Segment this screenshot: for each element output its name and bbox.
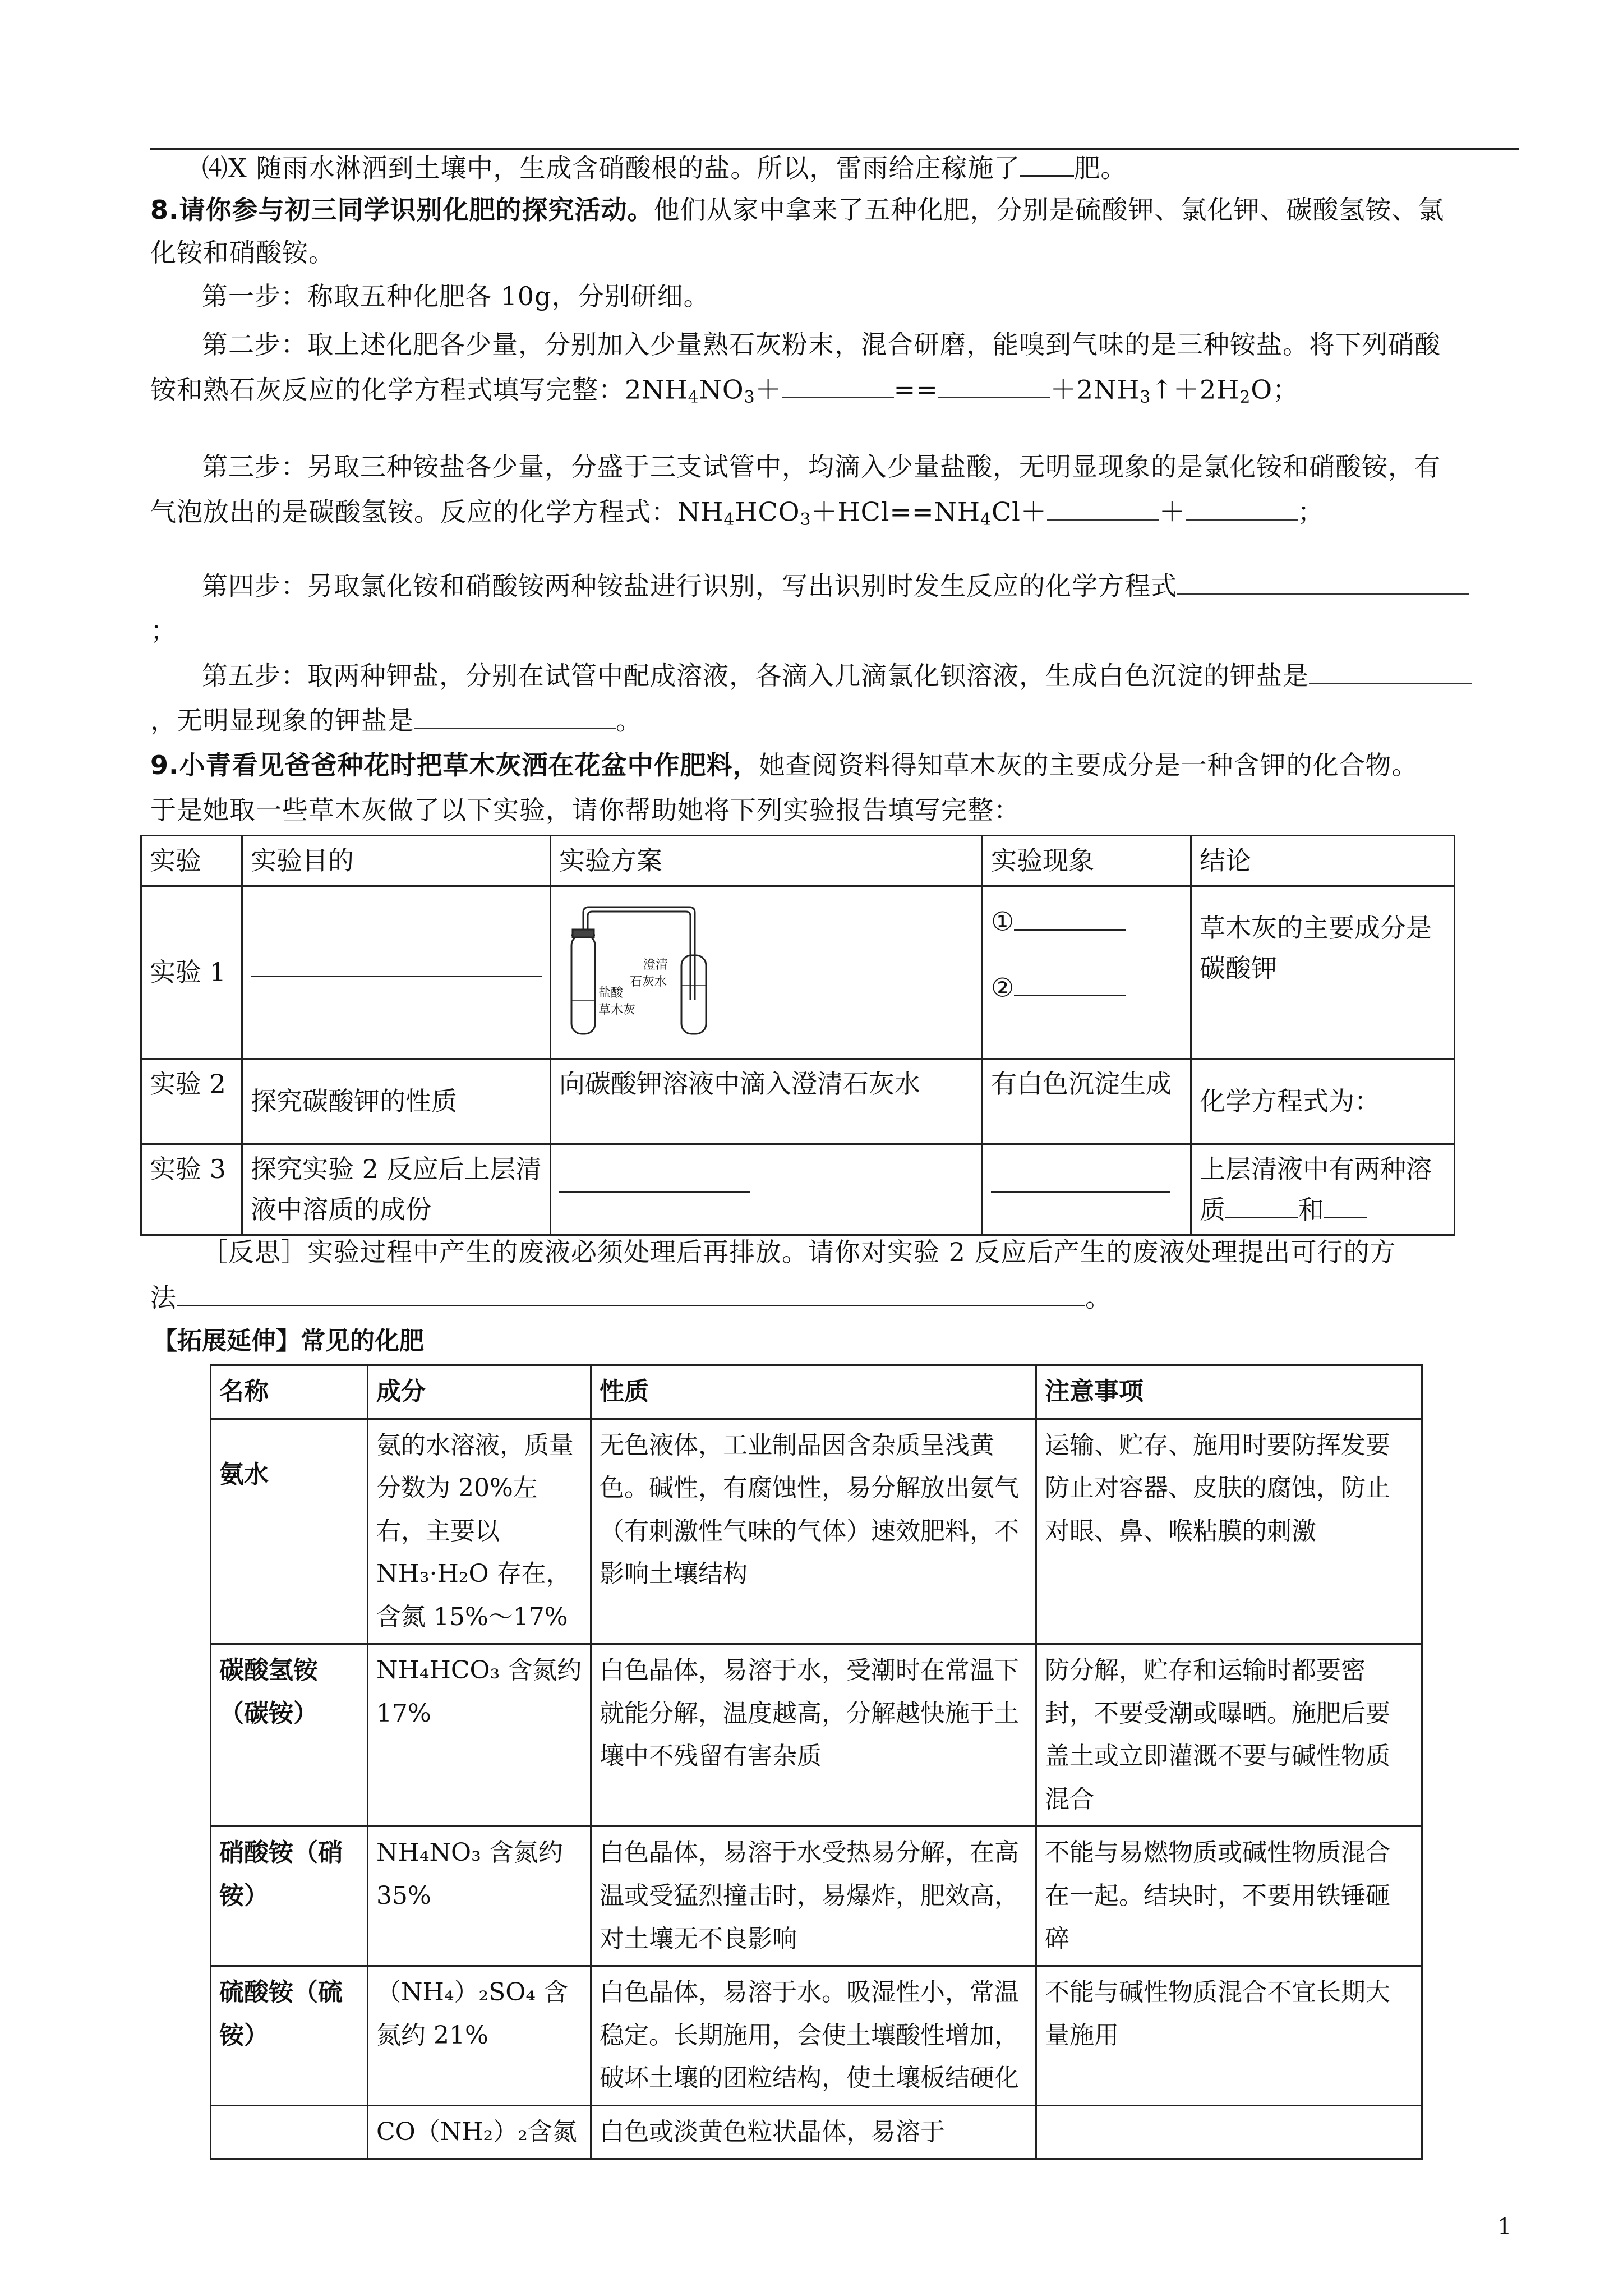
table-header-row (141, 836, 1455, 886)
reflection-end: 。 (1085, 1282, 1112, 1313)
fertilizer-composition: 氨的水溶液，质量分数为 20%左右，主要以 NH₃·H₂O 存在，含氮 15%～17% (368, 1419, 591, 1644)
fertilizer-notes: 防分解，贮存和运输时都要密封，不要受潮或曝晒。施肥后要盖土或立即灌溉不要与碱性物质混合 (1036, 1644, 1422, 1826)
q9-intro-line (150, 746, 1519, 785)
table-header-row (211, 1365, 1422, 1419)
table-row (141, 886, 1455, 1059)
observation-cell (983, 1144, 1191, 1235)
table-row (211, 1826, 1422, 1966)
q7-part4-text: ⑷X 随雨水淋洒到土壤中，生成含硝酸根的盐。所以，雷雨给庄稼施了 (202, 153, 1021, 183)
experiment-name: 实验 2 (141, 1059, 242, 1144)
answer-blank[interactable] (177, 1278, 1085, 1306)
answer-blank[interactable] (1309, 656, 1472, 684)
header-cell: 成分 (368, 1365, 591, 1419)
reflection-method: 法 (150, 1282, 177, 1313)
q8-step1-text: 第一步：称取五种化肥各 10g，分别研细。 (202, 281, 710, 311)
fertilizer-composition: CO（NH₂）₂含氮 (368, 2105, 591, 2159)
fertilizer-properties: 白色晶体，易溶于水。吸湿性小，常温稳定。长期施用，会使土壤酸性增加，破坏土壤的团粒结构，使土壤板结硬化 (591, 1966, 1036, 2106)
header-cell: 实验 (141, 836, 242, 886)
conclusion-cell (1191, 1144, 1455, 1235)
q8-step4-line2 (150, 611, 1519, 650)
q7-part4 (150, 148, 1519, 187)
apparatus-figure (559, 901, 727, 1042)
q9-title: 9.小青看见爸爸种花时把草木灰洒在花盆中作肥料， (150, 750, 759, 780)
answer-blank[interactable] (1225, 1190, 1298, 1218)
experiment-table (140, 835, 1455, 1236)
answer-blank[interactable] (1186, 493, 1298, 521)
page-number: 1 (1497, 2214, 1512, 2240)
purpose-cell: 探究碳酸钾的性质 (242, 1059, 551, 1144)
q8-step2-equation-end: ↑＋2H (1151, 374, 1240, 405)
fertilizer-table (210, 1364, 1423, 2160)
fertilizer-properties: 无色液体，工业制品因含杂质呈浅黄色。碱性，有腐蚀性，易分解放出氨气（有刺激性气味的气体）速效肥料，不影响土壤结构 (591, 1419, 1036, 1644)
figure-label-ash: 草木灰 (598, 1003, 636, 1018)
q8-step2-text: 第二步：取上述化肥各少量，分别加入少量熟石灰粉末，混合研磨，能嗅到气味的是三种铵盐。将下列硝酸 (202, 329, 1441, 360)
plan-cell (551, 1144, 983, 1235)
fertilizer-composition: NH₄HCO₃ 含氮约 17% (368, 1644, 591, 1826)
q8-step2-equals: == (893, 374, 938, 405)
experiment-name: 实验 3 (141, 1144, 242, 1235)
table-row (211, 1419, 1422, 1644)
header-cell: 实验现象 (983, 836, 1191, 886)
q8-step5-text: 第五步：取两种钾盐，分别在试管中配成溶液，各滴入几滴氯化钡溶液，生成白色沉淀的钾盐是 (202, 660, 1309, 691)
table-row (211, 1966, 1422, 2106)
fertilizer-properties: 白色或淡黄色粒状晶体，易溶于 (591, 2105, 1036, 2159)
observation-cell (983, 886, 1191, 1059)
fertilizer-name: 氨水 (211, 1419, 368, 1644)
answer-line[interactable] (559, 1186, 750, 1193)
answer-line[interactable] (991, 1186, 1170, 1193)
fertilizer-name: 硝酸铵（硝铵） (211, 1826, 368, 1966)
q8-title: 8.请你参与初三同学识别化肥的探究活动。 (150, 195, 654, 225)
fertilizer-properties: 白色晶体，易溶于水受热易分解，在高温或受猛烈撞击时，易爆炸，肥效高，对土壤无不良影响 (591, 1826, 1036, 1966)
conclusion-cell: 草木灰的主要成分是碳酸钾 (1191, 886, 1455, 1059)
answer-blank[interactable] (1014, 901, 1126, 930)
apparatus-cell (551, 886, 983, 1059)
q8-intro-line (150, 191, 1519, 229)
figure-label-limewater: 石灰水 (630, 975, 667, 990)
fertilizer-notes (1036, 2105, 1422, 2159)
observation-marker: ① (991, 906, 1015, 937)
reflection-line1 (150, 1233, 1519, 1272)
answer-blank[interactable] (938, 370, 1050, 398)
header-cell: 实验方案 (551, 836, 983, 886)
q8-step3-line2: 气泡放出的是碳酸氢铵。反应的化学方程式：$NH_4HCO_3+HCl==NH_4Cl+$ ＋ ； (150, 493, 1519, 533)
header-cell: 名称 (211, 1365, 368, 1419)
reflection-text: ［反思］实验过程中产生的废液必须处理后再排放。请你对实验 2 反应后产生的废液处理提出可行的方 (202, 1237, 1396, 1267)
q8-step1 (150, 277, 1519, 316)
header-cell: 性质 (591, 1365, 1036, 1419)
q8-step4-line1 (150, 567, 1519, 605)
q8-intro-line2 (150, 233, 1519, 272)
fertilizer-name: 碳酸氢铵（碳铵） (211, 1644, 368, 1826)
answer-blank[interactable] (1047, 493, 1159, 521)
figure-label-clear: 澄清 (643, 958, 668, 973)
header-cell: 结论 (1191, 836, 1455, 886)
observation-cell: 有白色沉淀生成 (983, 1059, 1191, 1144)
fertilizer-properties: 白色晶体，易溶于水，受潮时在常温下就能分解，温度越高，分解越快施于土壤中不残留有害杂质 (591, 1644, 1036, 1826)
q8-step4-text: 第四步：另取氯化铵和硝酸铵两种铵盐进行识别，写出识别时发生反应的化学方程式 (202, 570, 1177, 601)
reflection-line2 (150, 1278, 1519, 1317)
q8-step3-text: 第三步：另取三种铵盐各少量，分盛于三支试管中，均滴入少量盐酸，无明显现象的是氯化铵和硝酸铵，有 (202, 452, 1441, 482)
fertilizer-notes: 运输、贮存、施用时要防挥发要防止对容器、皮肤的腐蚀，防止对眼、鼻、喉粘膜的刺激 (1036, 1419, 1422, 1644)
purpose-cell: 探究实验 2 反应后上层清液中溶质的成份 (242, 1144, 551, 1235)
q9-intro: 她查阅资料得知草木灰的主要成分是一种含钾的化合物。 (759, 750, 1418, 780)
q9-intro-line2 (150, 791, 1519, 830)
plan-cell: 向碳酸钾溶液中滴入澄清石灰水 (551, 1059, 983, 1144)
experiment-name: 实验 1 (141, 886, 242, 1059)
conclusion-cell: 化学方程式为： (1191, 1059, 1455, 1144)
table-row (211, 2105, 1422, 2159)
fertilizer-notes: 不能与碱性物质混合不宜长期大量施用 (1036, 1966, 1422, 2106)
q8-step2-line2: 铵和熟石灰反应的化学方程式填写完整：$2NH_4NO_3+$ == $+2NH_3↑+2H_2O$； (150, 370, 1519, 411)
fertilizer-name (211, 2105, 368, 2159)
header-cell: 注意事项 (1036, 1365, 1422, 1419)
answer-blank[interactable] (1324, 1190, 1367, 1218)
table-row (211, 1644, 1422, 1826)
conclusion-text: 上层清液中有两种溶质 (1200, 1154, 1432, 1225)
q8-step3-equation-start: 气泡放出的是碳酸氢铵。反应的化学方程式：NH (150, 496, 724, 527)
fertilizer-name: 硫酸铵（硫铵） (211, 1966, 368, 2106)
q8-step2-line1 (150, 325, 1519, 364)
fertilizer-notes: 不能与易燃物质或碱性物质混合在一起。结块时，不要用铁锤砸碎 (1036, 1826, 1422, 1966)
answer-blank[interactable] (1177, 567, 1469, 595)
extension-heading: 【拓展延伸】常见的化肥 (153, 1327, 424, 1355)
header-cell: 实验目的 (242, 836, 551, 886)
conclusion-and: 和 (1298, 1194, 1324, 1225)
table-row (141, 1144, 1455, 1235)
q8-intro2: 化铵和硝酸铵。 (150, 237, 335, 268)
answer-blank[interactable] (1020, 148, 1074, 177)
q9-intro2: 于是她取一些草木灰做了以下实验，请你帮助她将下列实验报告填写完整： (150, 795, 1020, 825)
q8-step3-line1 (150, 448, 1519, 486)
purpose-cell (242, 886, 551, 1059)
fertilizer-composition: NH₄NO₃ 含氮约 35% (368, 1826, 591, 1966)
answer-blank[interactable] (414, 701, 616, 729)
q8-step5-line2 (150, 701, 1519, 740)
q8-step5-text2: ，无明显现象的钾盐是 (150, 705, 414, 736)
q7-part4-end: 肥。 (1074, 153, 1127, 183)
answer-line[interactable] (251, 971, 542, 977)
q8-step4-end: ； (150, 615, 177, 646)
answer-blank[interactable] (782, 370, 894, 398)
q8-step5-line1 (150, 656, 1519, 695)
figure-label-hcl: 盐酸 (598, 986, 624, 1001)
q8-step5-end: 。 (616, 705, 642, 736)
answer-blank[interactable] (1014, 968, 1126, 996)
q8-step2-equation-start: 铵和熟石灰反应的化学方程式填写完整：2NH (150, 374, 688, 405)
table-row (141, 1059, 1455, 1144)
q8-intro: 他们从家中拿来了五种化肥，分别是硫酸钾、氯化钾、碳酸氢铵、氯 (653, 195, 1445, 225)
observation-marker: ② (991, 972, 1015, 1003)
fertilizer-composition: （NH₄）₂SO₄ 含氮约 21% (368, 1966, 591, 2106)
